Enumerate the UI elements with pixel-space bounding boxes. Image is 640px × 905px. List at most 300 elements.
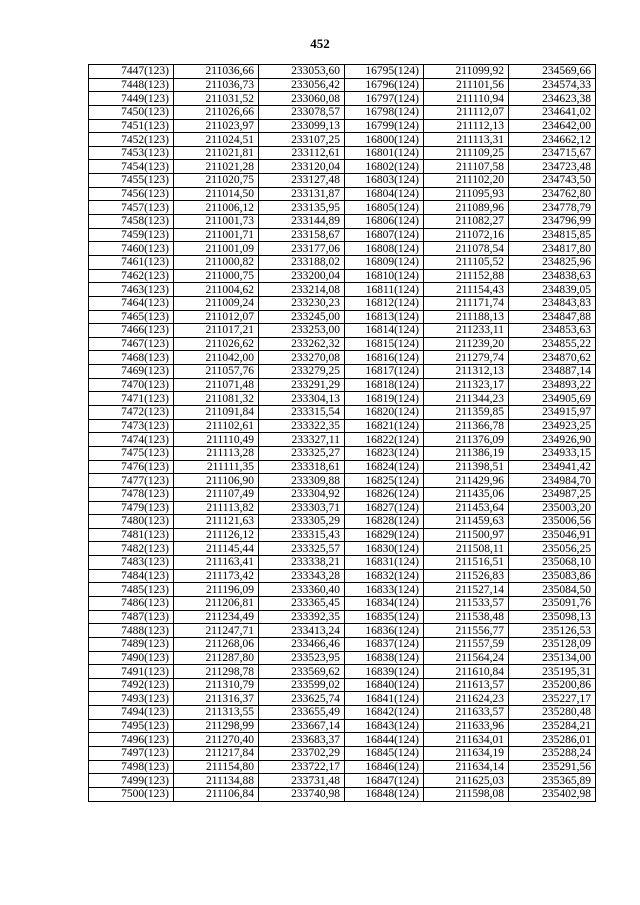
point-id-right-cell: 16796(124) <box>345 78 424 92</box>
x-coord-left-cell: 211001,73 <box>174 215 259 229</box>
y-coord-right-cell: 234905,69 <box>509 392 596 406</box>
table-row <box>89 528 596 542</box>
x-coord-right-cell: 211112,13 <box>424 119 509 133</box>
y-coord-left-cell: 233667,14 <box>259 719 345 733</box>
table-row <box>89 105 596 119</box>
x-coord-left-cell: 211134,88 <box>174 774 259 788</box>
x-coord-left-cell: 211316,37 <box>174 692 259 706</box>
y-coord-right-cell: 234662,12 <box>509 133 596 147</box>
point-id-right-cell: 16817(124) <box>345 365 424 379</box>
x-coord-right-cell: 211633,96 <box>424 719 509 733</box>
x-coord-left-cell: 211036,73 <box>174 78 259 92</box>
x-coord-left-cell: 211310,79 <box>174 678 259 692</box>
x-coord-right-cell: 211527,14 <box>424 583 509 597</box>
point-id-left-cell: 7497(123) <box>89 747 174 761</box>
y-coord-right-cell: 234817,80 <box>509 242 596 256</box>
table-row <box>89 515 596 529</box>
y-coord-right-cell: 234855,22 <box>509 337 596 351</box>
table-row <box>89 92 596 106</box>
x-coord-left-cell: 211006,12 <box>174 201 259 215</box>
y-coord-right-cell: 234926,90 <box>509 433 596 447</box>
y-coord-right-cell: 234641,02 <box>509 105 596 119</box>
y-coord-left-cell: 233230,23 <box>259 296 345 310</box>
point-id-right-cell: 16806(124) <box>345 215 424 229</box>
point-id-left-cell: 7475(123) <box>89 446 174 460</box>
point-id-right-cell: 16801(124) <box>345 146 424 160</box>
point-id-left-cell: 7463(123) <box>89 283 174 297</box>
point-id-right-cell: 16821(124) <box>345 419 424 433</box>
x-coord-right-cell: 211112,07 <box>424 105 509 119</box>
point-id-right-cell: 16835(124) <box>345 610 424 624</box>
table-row <box>89 187 596 201</box>
point-id-left-cell: 7455(123) <box>89 174 174 188</box>
table-row <box>89 119 596 133</box>
point-id-left-cell: 7467(123) <box>89 337 174 351</box>
table-row <box>89 651 596 665</box>
y-coord-left-cell: 233599,02 <box>259 678 345 692</box>
x-coord-right-cell: 211102,20 <box>424 174 509 188</box>
y-coord-right-cell: 234825,96 <box>509 255 596 269</box>
y-coord-right-cell: 235003,20 <box>509 501 596 515</box>
x-coord-left-cell: 211057,76 <box>174 365 259 379</box>
point-id-left-cell: 7496(123) <box>89 733 174 747</box>
y-coord-right-cell: 234893,22 <box>509 378 596 392</box>
point-id-left-cell: 7477(123) <box>89 474 174 488</box>
point-id-right-cell: 16848(124) <box>345 787 424 801</box>
x-coord-right-cell: 211508,11 <box>424 542 509 556</box>
x-coord-right-cell: 211386,19 <box>424 446 509 460</box>
y-coord-right-cell: 234762,80 <box>509 187 596 201</box>
x-coord-left-cell: 211113,82 <box>174 501 259 515</box>
y-coord-right-cell: 234839,05 <box>509 283 596 297</box>
x-coord-right-cell: 211233,11 <box>424 324 509 338</box>
point-id-right-cell: 16818(124) <box>345 378 424 392</box>
y-coord-left-cell: 233466,46 <box>259 637 345 651</box>
y-coord-right-cell: 234778,79 <box>509 201 596 215</box>
y-coord-right-cell: 235126,53 <box>509 624 596 638</box>
point-id-right-cell: 16822(124) <box>345 433 424 447</box>
x-coord-left-cell: 211270,40 <box>174 733 259 747</box>
point-id-left-cell: 7452(123) <box>89 133 174 147</box>
point-id-left-cell: 7469(123) <box>89 365 174 379</box>
point-id-left-cell: 7480(123) <box>89 515 174 529</box>
table-row <box>89 283 596 297</box>
point-id-right-cell: 16823(124) <box>345 446 424 460</box>
point-id-left-cell: 7499(123) <box>89 774 174 788</box>
table-row <box>89 146 596 160</box>
x-coord-left-cell: 211036,66 <box>174 65 259 79</box>
point-id-right-cell: 16809(124) <box>345 255 424 269</box>
x-coord-right-cell: 211095,93 <box>424 187 509 201</box>
y-coord-left-cell: 233200,04 <box>259 269 345 283</box>
y-coord-right-cell: 234574,33 <box>509 78 596 92</box>
table-row <box>89 433 596 447</box>
point-id-right-cell: 16803(124) <box>345 174 424 188</box>
table-row <box>89 174 596 188</box>
x-coord-right-cell: 211089,96 <box>424 201 509 215</box>
x-coord-left-cell: 211026,66 <box>174 105 259 119</box>
x-coord-right-cell: 211359,85 <box>424 406 509 420</box>
x-coord-right-cell: 211082,27 <box>424 215 509 229</box>
y-coord-right-cell: 235365,89 <box>509 774 596 788</box>
x-coord-right-cell: 211366,78 <box>424 419 509 433</box>
point-id-right-cell: 16795(124) <box>345 65 424 79</box>
y-coord-left-cell: 233120,04 <box>259 160 345 174</box>
point-id-left-cell: 7457(123) <box>89 201 174 215</box>
table-row <box>89 747 596 761</box>
x-coord-left-cell: 211313,55 <box>174 706 259 720</box>
y-coord-left-cell: 233078,57 <box>259 105 345 119</box>
table-row <box>89 296 596 310</box>
point-id-left-cell: 7473(123) <box>89 419 174 433</box>
table-row <box>89 706 596 720</box>
x-coord-right-cell: 211188,13 <box>424 310 509 324</box>
x-coord-left-cell: 211021,28 <box>174 160 259 174</box>
table-row <box>89 583 596 597</box>
point-id-right-cell: 16832(124) <box>345 569 424 583</box>
x-coord-left-cell: 211071,48 <box>174 378 259 392</box>
y-coord-right-cell: 234796,99 <box>509 215 596 229</box>
y-coord-right-cell: 235195,31 <box>509 665 596 679</box>
point-id-right-cell: 16845(124) <box>345 747 424 761</box>
point-id-left-cell: 7483(123) <box>89 556 174 570</box>
x-coord-right-cell: 211500,97 <box>424 528 509 542</box>
y-coord-right-cell: 234569,66 <box>509 65 596 79</box>
point-id-left-cell: 7500(123) <box>89 787 174 801</box>
point-id-left-cell: 7486(123) <box>89 596 174 610</box>
point-id-left-cell: 7479(123) <box>89 501 174 515</box>
y-coord-left-cell: 233144,89 <box>259 215 345 229</box>
x-coord-left-cell: 211024,51 <box>174 133 259 147</box>
point-id-left-cell: 7470(123) <box>89 378 174 392</box>
x-coord-right-cell: 211459,63 <box>424 515 509 529</box>
point-id-left-cell: 7491(123) <box>89 665 174 679</box>
table-row <box>89 337 596 351</box>
point-id-right-cell: 16815(124) <box>345 337 424 351</box>
y-coord-left-cell: 233315,54 <box>259 406 345 420</box>
table-row <box>89 637 596 651</box>
coordinates-table-body <box>89 65 596 802</box>
x-coord-right-cell: 211453,64 <box>424 501 509 515</box>
point-id-right-cell: 16810(124) <box>345 269 424 283</box>
y-coord-right-cell: 235286,01 <box>509 733 596 747</box>
table-row <box>89 406 596 420</box>
table-row <box>89 569 596 583</box>
point-id-right-cell: 16819(124) <box>345 392 424 406</box>
table-row <box>89 365 596 379</box>
y-coord-right-cell: 235091,76 <box>509 596 596 610</box>
table-row <box>89 255 596 269</box>
y-coord-right-cell: 234743,50 <box>509 174 596 188</box>
y-coord-right-cell: 234642,00 <box>509 119 596 133</box>
y-coord-left-cell: 233253,00 <box>259 324 345 338</box>
point-id-left-cell: 7474(123) <box>89 433 174 447</box>
x-coord-left-cell: 211111,35 <box>174 460 259 474</box>
point-id-left-cell: 7466(123) <box>89 324 174 338</box>
y-coord-right-cell: 235084,50 <box>509 583 596 597</box>
x-coord-left-cell: 211298,99 <box>174 719 259 733</box>
point-id-right-cell: 16829(124) <box>345 528 424 542</box>
y-coord-left-cell: 233731,48 <box>259 774 345 788</box>
x-coord-left-cell: 211000,75 <box>174 269 259 283</box>
y-coord-left-cell: 233303,71 <box>259 501 345 515</box>
y-coord-right-cell: 235083,86 <box>509 569 596 583</box>
x-coord-left-cell: 211110,49 <box>174 433 259 447</box>
x-coord-right-cell: 211556,77 <box>424 624 509 638</box>
point-id-left-cell: 7456(123) <box>89 187 174 201</box>
point-id-right-cell: 16826(124) <box>345 487 424 501</box>
x-coord-left-cell: 211021,81 <box>174 146 259 160</box>
y-coord-left-cell: 233365,45 <box>259 596 345 610</box>
y-coord-left-cell: 233245,00 <box>259 310 345 324</box>
table-row <box>89 65 596 79</box>
table-row <box>89 596 596 610</box>
table-row <box>89 419 596 433</box>
y-coord-right-cell: 234723,48 <box>509 160 596 174</box>
y-coord-right-cell: 235056,25 <box>509 542 596 556</box>
point-id-right-cell: 16843(124) <box>345 719 424 733</box>
point-id-left-cell: 7461(123) <box>89 255 174 269</box>
y-coord-right-cell: 234847,88 <box>509 310 596 324</box>
x-coord-right-cell: 211072,16 <box>424 228 509 242</box>
point-id-right-cell: 16800(124) <box>345 133 424 147</box>
table-row <box>89 733 596 747</box>
y-coord-left-cell: 233262,32 <box>259 337 345 351</box>
table-row <box>89 760 596 774</box>
table-row <box>89 556 596 570</box>
point-id-right-cell: 16830(124) <box>345 542 424 556</box>
y-coord-right-cell: 234915,97 <box>509 406 596 420</box>
y-coord-left-cell: 233343,28 <box>259 569 345 583</box>
point-id-right-cell: 16824(124) <box>345 460 424 474</box>
point-id-right-cell: 16816(124) <box>345 351 424 365</box>
table-row <box>89 678 596 692</box>
point-id-right-cell: 16840(124) <box>345 678 424 692</box>
point-id-right-cell: 16805(124) <box>345 201 424 215</box>
x-coord-right-cell: 211634,14 <box>424 760 509 774</box>
x-coord-left-cell: 211268,06 <box>174 637 259 651</box>
y-coord-left-cell: 233322,35 <box>259 419 345 433</box>
table-row <box>89 133 596 147</box>
x-coord-left-cell: 211001,09 <box>174 242 259 256</box>
x-coord-left-cell: 211106,90 <box>174 474 259 488</box>
y-coord-left-cell: 233056,42 <box>259 78 345 92</box>
y-coord-right-cell: 235098,13 <box>509 610 596 624</box>
x-coord-right-cell: 211598,08 <box>424 787 509 801</box>
table-row <box>89 474 596 488</box>
x-coord-right-cell: 211533,57 <box>424 596 509 610</box>
point-id-left-cell: 7464(123) <box>89 296 174 310</box>
y-coord-right-cell: 234870,62 <box>509 351 596 365</box>
y-coord-left-cell: 233127,48 <box>259 174 345 188</box>
point-id-left-cell: 7465(123) <box>89 310 174 324</box>
point-id-left-cell: 7482(123) <box>89 542 174 556</box>
table-row <box>89 324 596 338</box>
y-coord-left-cell: 233569,62 <box>259 665 345 679</box>
x-coord-left-cell: 211121,63 <box>174 515 259 529</box>
y-coord-right-cell: 235284,21 <box>509 719 596 733</box>
y-coord-right-cell: 235068,10 <box>509 556 596 570</box>
x-coord-right-cell: 211516,51 <box>424 556 509 570</box>
point-id-right-cell: 16838(124) <box>345 651 424 665</box>
page-number: 452 <box>310 36 330 51</box>
point-id-right-cell: 16842(124) <box>345 706 424 720</box>
table-row <box>89 78 596 92</box>
point-id-left-cell: 7484(123) <box>89 569 174 583</box>
x-coord-right-cell: 211239,20 <box>424 337 509 351</box>
x-coord-left-cell: 211031,52 <box>174 92 259 106</box>
y-coord-left-cell: 233325,27 <box>259 446 345 460</box>
x-coord-left-cell: 211206,81 <box>174 596 259 610</box>
point-id-right-cell: 16844(124) <box>345 733 424 747</box>
point-id-right-cell: 16837(124) <box>345 637 424 651</box>
y-coord-right-cell: 234623,38 <box>509 92 596 106</box>
point-id-right-cell: 16827(124) <box>345 501 424 515</box>
y-coord-left-cell: 233112,61 <box>259 146 345 160</box>
point-id-right-cell: 16834(124) <box>345 596 424 610</box>
table-row <box>89 378 596 392</box>
table-row <box>89 351 596 365</box>
x-coord-left-cell: 211023,97 <box>174 119 259 133</box>
point-id-right-cell: 16799(124) <box>345 119 424 133</box>
point-id-left-cell: 7487(123) <box>89 610 174 624</box>
table-row <box>89 269 596 283</box>
table-row <box>89 310 596 324</box>
point-id-left-cell: 7478(123) <box>89 487 174 501</box>
x-coord-right-cell: 211610,84 <box>424 665 509 679</box>
y-coord-right-cell: 234941,42 <box>509 460 596 474</box>
y-coord-left-cell: 233722,17 <box>259 760 345 774</box>
y-coord-right-cell: 234984,70 <box>509 474 596 488</box>
point-id-right-cell: 16807(124) <box>345 228 424 242</box>
point-id-right-cell: 16831(124) <box>345 556 424 570</box>
y-coord-right-cell: 235227,17 <box>509 692 596 706</box>
x-coord-right-cell: 211099,92 <box>424 65 509 79</box>
x-coord-left-cell: 211154,80 <box>174 760 259 774</box>
point-id-left-cell: 7447(123) <box>89 65 174 79</box>
x-coord-left-cell: 211145,44 <box>174 542 259 556</box>
y-coord-left-cell: 233327,11 <box>259 433 345 447</box>
x-coord-right-cell: 211435,06 <box>424 487 509 501</box>
y-coord-right-cell: 234843,83 <box>509 296 596 310</box>
point-id-left-cell: 7454(123) <box>89 160 174 174</box>
x-coord-left-cell: 211247,71 <box>174 624 259 638</box>
point-id-left-cell: 7493(123) <box>89 692 174 706</box>
point-id-left-cell: 7495(123) <box>89 719 174 733</box>
point-id-left-cell: 7448(123) <box>89 78 174 92</box>
y-coord-left-cell: 233177,06 <box>259 242 345 256</box>
point-id-left-cell: 7471(123) <box>89 392 174 406</box>
x-coord-right-cell: 211376,09 <box>424 433 509 447</box>
point-id-left-cell: 7476(123) <box>89 460 174 474</box>
x-coord-right-cell: 211634,01 <box>424 733 509 747</box>
x-coord-right-cell: 211105,52 <box>424 255 509 269</box>
x-coord-left-cell: 211000,82 <box>174 255 259 269</box>
y-coord-right-cell: 234715,67 <box>509 146 596 160</box>
x-coord-right-cell: 211624,23 <box>424 692 509 706</box>
x-coord-right-cell: 211312,13 <box>424 365 509 379</box>
point-id-right-cell: 16836(124) <box>345 624 424 638</box>
y-coord-left-cell: 233099,13 <box>259 119 345 133</box>
x-coord-right-cell: 211344,23 <box>424 392 509 406</box>
point-id-left-cell: 7472(123) <box>89 406 174 420</box>
x-coord-right-cell: 211625,03 <box>424 774 509 788</box>
point-id-right-cell: 16812(124) <box>345 296 424 310</box>
point-id-right-cell: 16828(124) <box>345 515 424 529</box>
x-coord-left-cell: 211163,41 <box>174 556 259 570</box>
x-coord-left-cell: 211113,28 <box>174 446 259 460</box>
point-id-left-cell: 7494(123) <box>89 706 174 720</box>
y-coord-right-cell: 234933,15 <box>509 446 596 460</box>
point-id-right-cell: 16833(124) <box>345 583 424 597</box>
x-coord-left-cell: 211042,00 <box>174 351 259 365</box>
point-id-right-cell: 16811(124) <box>345 283 424 297</box>
point-id-left-cell: 7498(123) <box>89 760 174 774</box>
x-coord-right-cell: 211557,59 <box>424 637 509 651</box>
y-coord-left-cell: 233270,08 <box>259 351 345 365</box>
x-coord-right-cell: 211633,57 <box>424 706 509 720</box>
x-coord-right-cell: 211107,58 <box>424 160 509 174</box>
point-id-right-cell: 16847(124) <box>345 774 424 788</box>
point-id-right-cell: 16804(124) <box>345 187 424 201</box>
x-coord-left-cell: 211001,71 <box>174 228 259 242</box>
y-coord-left-cell: 233413,24 <box>259 624 345 638</box>
x-coord-right-cell: 211538,48 <box>424 610 509 624</box>
x-coord-right-cell: 211526,83 <box>424 569 509 583</box>
x-coord-right-cell: 211113,31 <box>424 133 509 147</box>
x-coord-right-cell: 211323,17 <box>424 378 509 392</box>
point-id-right-cell: 16820(124) <box>345 406 424 420</box>
point-id-left-cell: 7492(123) <box>89 678 174 692</box>
y-coord-left-cell: 233338,21 <box>259 556 345 570</box>
y-coord-left-cell: 233655,49 <box>259 706 345 720</box>
y-coord-left-cell: 233304,13 <box>259 392 345 406</box>
y-coord-left-cell: 233305,29 <box>259 515 345 529</box>
table-row <box>89 201 596 215</box>
table-row <box>89 665 596 679</box>
table-row <box>89 787 596 801</box>
x-coord-left-cell: 211102,61 <box>174 419 259 433</box>
table-row <box>89 446 596 460</box>
y-coord-left-cell: 233309,88 <box>259 474 345 488</box>
point-id-right-cell: 16814(124) <box>345 324 424 338</box>
point-id-left-cell: 7485(123) <box>89 583 174 597</box>
x-coord-left-cell: 211196,09 <box>174 583 259 597</box>
y-coord-left-cell: 233702,29 <box>259 747 345 761</box>
x-coord-left-cell: 211298,78 <box>174 665 259 679</box>
y-coord-right-cell: 234853,63 <box>509 324 596 338</box>
x-coord-right-cell: 211613,57 <box>424 678 509 692</box>
x-coord-left-cell: 211004,62 <box>174 283 259 297</box>
x-coord-right-cell: 211279,74 <box>424 351 509 365</box>
y-coord-left-cell: 233304,92 <box>259 487 345 501</box>
point-id-left-cell: 7449(123) <box>89 92 174 106</box>
point-id-left-cell: 7462(123) <box>89 269 174 283</box>
coordinates-table <box>88 64 596 802</box>
table-row <box>89 215 596 229</box>
y-coord-right-cell: 235280,48 <box>509 706 596 720</box>
table-row <box>89 719 596 733</box>
y-coord-right-cell: 234887,14 <box>509 365 596 379</box>
y-coord-left-cell: 233053,60 <box>259 65 345 79</box>
point-id-left-cell: 7451(123) <box>89 119 174 133</box>
table-row <box>89 624 596 638</box>
x-coord-left-cell: 211020,75 <box>174 174 259 188</box>
y-coord-left-cell: 233318,61 <box>259 460 345 474</box>
x-coord-left-cell: 211217,84 <box>174 747 259 761</box>
table-row <box>89 460 596 474</box>
y-coord-left-cell: 233740,98 <box>259 787 345 801</box>
